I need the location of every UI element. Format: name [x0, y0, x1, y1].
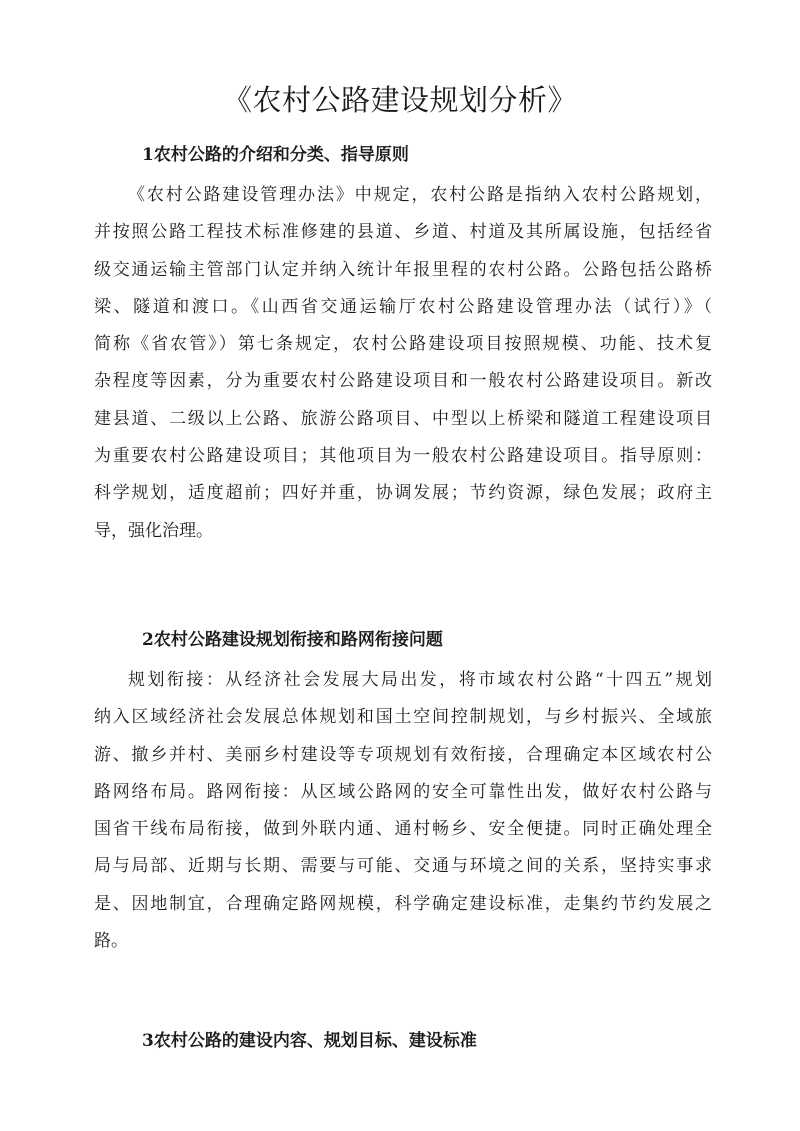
paragraph-line: 局与局部、近期与长期、需要与可能、交通与环境之间的关系，坚持实事求 — [94, 856, 712, 877]
paragraph-line: 建县道、二级以上公路、旅游公路项目、中型以上桥梁和隧道工程建设项目 — [94, 408, 712, 429]
paragraph-line: 梁、隧道和渡口。《山西省交通运输厅农村公路建设管理办法（试行）》（ — [94, 296, 712, 317]
paragraph-line: 规划衔接：从经济社会发展大局出发，将市域农村公路“十四五”规划 — [128, 670, 712, 690]
paragraph-line: 科学规划，适度超前；四好并重，协调发展；节约资源，绿色发展；政府主 — [94, 483, 712, 504]
paragraph-line: 《农村公路建设管理办法》中规定，农村公路是指纳入农村公路规划， — [128, 185, 712, 205]
paragraph-line: 并按照公路工程技术标准修建的县道、乡道、村道及其所属设施，包括经省 — [94, 222, 712, 243]
section-heading-1: 1农村公路的介绍和分类、指导原则 — [142, 145, 409, 165]
paragraph-line: 杂程度等因素，分为重要农村公路建设项目和一般农村公路建设项目。新改 — [94, 371, 712, 392]
paragraph-line: 是、因地制宜，合理确定路网规模，科学确定建设标准，走集约节约发展之 — [94, 893, 712, 914]
section-paragraph-2 — [94, 662, 712, 960]
paragraph-line: 导，强化治理。 — [94, 520, 213, 541]
document-title: 《农村公路建设规划分析》 — [222, 83, 577, 117]
paragraph-line: 国省干线布局衔接，做到外联内通、通村畅乡、安全便捷。同时正确处理全 — [94, 819, 712, 840]
paragraph-line: 为重要农村公路建设项目；其他项目为一般农村公路建设项目。指导原则： — [94, 446, 712, 467]
section-paragraph-1 — [94, 177, 712, 550]
paragraph-line: 路网络布局。路网衔接：从区域公路网的安全可靠性出发，做好农村公路与 — [94, 781, 712, 802]
section-heading-3: 3农村公路的建设内容、规划目标、建设标准 — [142, 1031, 477, 1051]
paragraph-line: 级交通运输主管部门认定并纳入统计年报里程的农村公路。公路包括公路桥 — [94, 259, 712, 280]
paragraph-line: 游、撤乡并村、美丽乡村建设等专项规划有效衔接，合理确定本区域农村公 — [94, 744, 712, 765]
paragraph-line: 纳入区域经济社会发展总体规划和国土空间控制规划，与乡村振兴、全域旅 — [94, 707, 712, 728]
section-heading-2: 2农村公路建设规划衔接和路网衔接问题 — [142, 630, 443, 650]
paragraph-line: 简称《省农管》）第七条规定，农村公路建设项目按照规模、功能、技术复 — [94, 334, 712, 355]
paragraph-line: 路。 — [94, 931, 128, 952]
